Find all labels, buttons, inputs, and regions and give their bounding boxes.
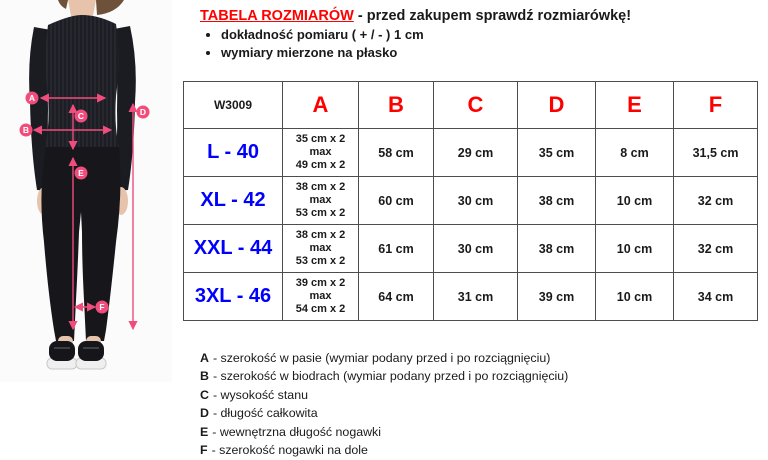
value-cell-c: 30 cm: [434, 177, 518, 225]
col-header-e: E: [596, 82, 674, 129]
value-cell-d: 35 cm: [518, 129, 596, 177]
value-cell-b: 60 cm: [359, 177, 434, 225]
measure-label-b-badge: B: [22, 125, 30, 135]
measure-label-f-badge: F: [99, 302, 105, 312]
page-title-rest: - przed zakupem sprawdź rozmiarówkę!: [353, 8, 632, 24]
size-table-header-row: [184, 82, 758, 129]
page-title-highlight: TABELA ROZMIARÓW: [200, 8, 354, 24]
size-cell: XXL - 44: [184, 225, 283, 273]
table-row: [184, 273, 758, 321]
value-cell-d: 39 cm: [518, 273, 596, 321]
size-cell: XL - 42: [184, 177, 283, 225]
value-cell-d: 38 cm: [518, 225, 596, 273]
measure-label-c-badge: C: [77, 111, 85, 121]
value-cell-c: 30 cm: [434, 225, 518, 273]
table-row: [184, 177, 758, 225]
value-cell-e: 8 cm: [596, 129, 674, 177]
measure-label-a-badge: A: [28, 93, 36, 103]
value-cell-f: 34 cm: [674, 273, 758, 321]
model-code: W3009: [184, 82, 283, 129]
col-header-d: D: [518, 82, 596, 129]
measure-label-e-badge: E: [78, 168, 84, 178]
legend-line-b: B - szerokość w biodrach (wymiar podany przed i po rozciągnięciu): [200, 369, 569, 384]
value-cell-b: 64 cm: [359, 273, 434, 321]
value-cell-c: 29 cm: [434, 129, 518, 177]
size-cell: L - 40: [184, 129, 283, 177]
legend-line-c: C - wysokość stanu: [200, 387, 308, 402]
note-flat-measure: • wymiary mierzone na płasko: [221, 44, 424, 62]
value-cell-e: 10 cm: [596, 177, 674, 225]
model-photo: [0, 0, 180, 400]
col-header-f: F: [674, 82, 758, 129]
measurement-notes: [204, 26, 424, 62]
measure-label-d-badge: D: [139, 107, 147, 117]
value-cell-f: 32 cm: [674, 225, 758, 273]
legend-line-f: F - szerokość nogawki na dole: [200, 443, 368, 458]
size-table: [183, 81, 758, 321]
page-title: [200, 8, 631, 24]
waist-cell: 35 cm x 2 max 49 cm x 2: [283, 129, 359, 177]
col-header-c: C: [434, 82, 518, 129]
table-row: [184, 129, 758, 177]
size-cell: 3XL - 46: [184, 273, 283, 321]
note-accuracy: • dokładność pomiaru ( + / - ) 1 cm: [221, 26, 424, 44]
value-cell-e: 10 cm: [596, 225, 674, 273]
waist-cell: 38 cm x 2 max 53 cm x 2: [283, 177, 359, 225]
col-header-b: B: [359, 82, 434, 129]
legend-line-a: A - szerokość w pasie (wymiar podany przed i po rozciągnięciu): [200, 351, 551, 365]
table-row: [184, 225, 758, 273]
measurement-legend: [200, 349, 568, 459]
value-cell-c: 31 cm: [434, 273, 518, 321]
value-cell-b: 58 cm: [359, 129, 434, 177]
col-header-a: A: [283, 82, 359, 129]
value-cell-f: 31,5 cm: [674, 129, 758, 177]
value-cell-d: 38 cm: [518, 177, 596, 225]
legend-line-d: D - długość całkowita: [200, 406, 318, 421]
value-cell-e: 10 cm: [596, 273, 674, 321]
waist-cell: 38 cm x 2 max 53 cm x 2: [283, 225, 359, 273]
value-cell-f: 32 cm: [674, 177, 758, 225]
legend-line-e: E - wewnętrzna długość nogawki: [200, 424, 382, 439]
value-cell-b: 61 cm: [359, 225, 434, 273]
waist-cell: 39 cm x 2 max 54 cm x 2: [283, 273, 359, 321]
